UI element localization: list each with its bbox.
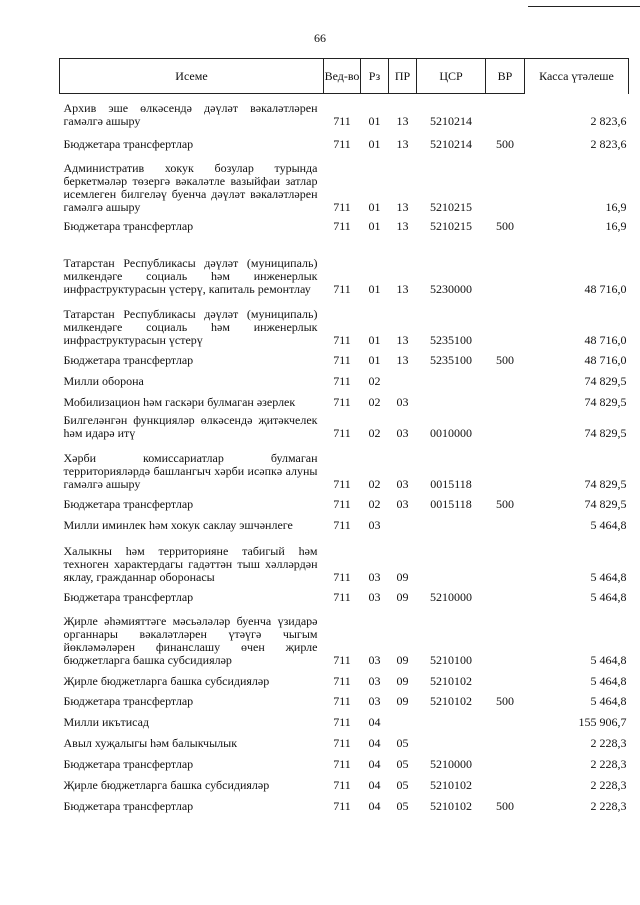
cell-ved: 711	[333, 756, 351, 771]
cell-rz: 02	[368, 496, 381, 511]
table-row	[60, 491, 629, 511]
cell-vr	[486, 729, 525, 750]
cell-ved: 711	[333, 218, 351, 233]
cell-vr	[486, 409, 525, 440]
cell-amount: 2 823,6	[590, 136, 627, 151]
cell-vr	[486, 532, 525, 584]
cell-name: Хәрби комиссариатлар булмаган территорияләрдә башлангыч хәрби исәпкә алуны гамәлгә ашыру	[63, 450, 318, 491]
cell-vr	[486, 296, 525, 347]
cell-csr: 5210102	[430, 798, 472, 813]
header-vr: ВР	[486, 59, 525, 94]
cell-vr	[486, 667, 525, 688]
table-row	[60, 409, 629, 440]
cell-csr: 5210102	[430, 777, 472, 792]
cell-pr: 09	[396, 652, 409, 667]
cell-csr	[417, 388, 486, 409]
cell-csr: 5235100	[430, 332, 472, 347]
cell-csr	[417, 367, 486, 388]
cell-pr: 03	[396, 425, 409, 440]
cell-name: Бюджетара трансфертлар	[63, 352, 194, 367]
header-csr: ЦСР	[417, 59, 486, 94]
cell-ved: 711	[333, 693, 351, 708]
cell-amount: 155 906,7	[578, 714, 627, 729]
table-row	[60, 347, 629, 367]
cell-ved: 711	[333, 332, 351, 347]
cell-pr: 13	[396, 113, 409, 128]
cell-amount: 16,9	[605, 218, 627, 233]
table-row	[60, 511, 629, 532]
cell-vr	[486, 388, 525, 409]
cell-csr: 5210214	[430, 113, 472, 128]
cell-csr: 5210000	[430, 589, 472, 604]
cell-csr	[417, 708, 486, 729]
cell-pr: 13	[396, 332, 409, 347]
cell-amount: 74 829,5	[584, 425, 627, 440]
cell-name: Архив эше өлкәсендә дәүләт вәкаләтләрен гамәлгә ашыру	[63, 100, 318, 128]
cell-amount: 74 829,5	[584, 476, 627, 491]
cell-name: Мобилизацион һәм гаскәри булмаган әзерлек	[63, 394, 296, 409]
cell-csr: 5230000	[430, 281, 472, 296]
cell-ved: 711	[333, 394, 351, 409]
header-name: Исеме	[60, 59, 324, 94]
cell-csr: 5210100	[430, 652, 472, 667]
cell-name: Бюджетара трансфертлар	[63, 589, 194, 604]
page-number: 66	[314, 31, 326, 45]
cell-csr: 0010000	[430, 425, 472, 440]
table-row	[60, 233, 629, 296]
table-row	[60, 128, 629, 151]
cell-amount: 5 464,8	[590, 673, 627, 688]
cell-name: Милли оборона	[63, 373, 144, 388]
cell-pr: 05	[396, 756, 409, 771]
cell-ved: 711	[333, 735, 351, 750]
table-body	[60, 94, 629, 813]
cell-ved: 711	[333, 113, 351, 128]
cell-amount: 74 829,5	[584, 394, 627, 409]
cell-name: Бюджетара трансфертлар	[63, 218, 194, 233]
cell-csr: 5210214	[430, 136, 472, 151]
cell-name: Җирле әһәмияттәге мәсьәләләр буенча үзидарә органнары вәкаләтләрен үтәүгә чыгым йөкләмәләрен финанслашу өчен җирле бюджетларга башка субсидияләр	[63, 613, 318, 667]
table-row	[60, 296, 629, 347]
table-row	[60, 151, 629, 214]
cell-name: Билгеләнгән функцияләр өлкәсендә җитәкчелек һәм идарә итү	[63, 412, 318, 440]
cell-csr: 5210000	[430, 756, 472, 771]
cell-pr: 13	[396, 352, 409, 367]
cell-rz: 02	[368, 373, 381, 388]
cell-name: Милли икътисад	[63, 714, 150, 729]
cell-name: Бюджетара трансфертлар	[63, 798, 194, 813]
cell-csr: 5210102	[430, 673, 472, 688]
cell-ved: 711	[333, 281, 351, 296]
cell-amount: 2 228,3	[590, 735, 627, 750]
cell-amount: 48 716,0	[584, 352, 627, 367]
cell-vr	[486, 151, 525, 214]
cell-amount: 48 716,0	[584, 332, 627, 347]
cell-ved: 711	[333, 569, 351, 584]
cell-pr: 09	[396, 673, 409, 688]
cell-pr: 13	[396, 136, 409, 151]
cell-amount: 5 464,8	[590, 569, 627, 584]
cell-rz: 03	[368, 589, 381, 604]
cell-name: Авыл хуҗалыгы һәм балыкчылык	[63, 735, 238, 750]
table-row	[60, 94, 629, 128]
cell-csr	[417, 532, 486, 584]
cell-ved: 711	[333, 517, 351, 532]
cell-pr: 13	[396, 218, 409, 233]
cell-pr: 09	[396, 589, 409, 604]
cell-name: Бюджетара трансфертлар	[63, 136, 194, 151]
header-rz: Рз	[361, 59, 389, 94]
cell-amount: 5 464,8	[590, 652, 627, 667]
cell-rz: 03	[368, 569, 381, 584]
cell-rz: 01	[368, 281, 381, 296]
cell-name: Татарстан Республикасы дәүләт (муниципаль) милкендәге социаль һәм инженерлык инфраструктурасын үстерү	[63, 306, 318, 347]
header-ved: Вед-во	[324, 59, 361, 94]
cell-ved: 711	[333, 798, 351, 813]
cell-vr	[486, 771, 525, 792]
cell-csr: 5210215	[430, 218, 472, 233]
cell-ved: 711	[333, 589, 351, 604]
cell-amount: 48 716,0	[584, 281, 627, 296]
cell-amount: 16,9	[605, 199, 627, 214]
cell-vr: 500	[496, 496, 514, 511]
cell-name: Бюджетара трансфертлар	[63, 756, 194, 771]
cell-vr	[486, 367, 525, 388]
table-row	[60, 584, 629, 604]
table-row	[60, 708, 629, 729]
table-header-row	[60, 59, 629, 94]
cell-amount: 2 823,6	[590, 113, 627, 128]
cell-rz: 03	[368, 693, 381, 708]
cell-rz: 01	[368, 218, 381, 233]
cell-csr: 5210215	[430, 199, 472, 214]
table-row	[60, 667, 629, 688]
cell-pr: 13	[396, 281, 409, 296]
cell-ved: 711	[333, 352, 351, 367]
cell-pr: 05	[396, 798, 409, 813]
cell-ved: 711	[333, 714, 351, 729]
table-row	[60, 367, 629, 388]
cell-rz: 01	[368, 352, 381, 367]
cell-rz: 01	[368, 136, 381, 151]
cell-amount: 5 464,8	[590, 589, 627, 604]
table-row	[60, 440, 629, 491]
cell-rz: 02	[368, 476, 381, 491]
budget-table-container	[59, 58, 628, 813]
cell-amount: 5 464,8	[590, 693, 627, 708]
table-row	[60, 604, 629, 667]
cell-amount: 74 829,5	[584, 373, 627, 388]
cell-vr	[486, 604, 525, 667]
cell-pr: 05	[396, 777, 409, 792]
table-row	[60, 532, 629, 584]
cell-ved: 711	[333, 673, 351, 688]
cell-rz: 03	[368, 652, 381, 667]
cell-rz: 04	[368, 735, 381, 750]
table-row	[60, 750, 629, 771]
cell-csr: 0015118	[430, 476, 472, 491]
cell-name: Бюджетара трансфертлар	[63, 496, 194, 511]
table-row	[60, 729, 629, 750]
cell-vr	[486, 750, 525, 771]
cell-amount: 2 228,3	[590, 798, 627, 813]
cell-name: Административ хокук бозулар турында беркетмәләр төзергә вәкаләтле вазыйфаи затлар исемлеген билгеләү буенча дәүләт вәкаләтләрен гамәлгә ашыру	[63, 160, 318, 214]
cell-rz: 03	[368, 673, 381, 688]
table-row	[60, 214, 629, 233]
cell-rz: 02	[368, 394, 381, 409]
cell-ved: 711	[333, 652, 351, 667]
cell-pr: 03	[396, 496, 409, 511]
cell-csr: 5235100	[430, 352, 472, 367]
cell-pr	[389, 511, 417, 532]
cell-rz: 04	[368, 798, 381, 813]
cell-rz: 04	[368, 756, 381, 771]
cell-vr: 500	[496, 693, 514, 708]
table-row	[60, 792, 629, 813]
cell-name: Җирле бюджетларга башка субсидияләр	[63, 673, 270, 688]
cell-name: Бюджетара трансфертлар	[63, 693, 194, 708]
cell-pr: 05	[396, 735, 409, 750]
cell-pr	[389, 708, 417, 729]
table-row	[60, 388, 629, 409]
cell-name: Җирле бюджетларга башка субсидияләр	[63, 777, 270, 792]
cell-csr	[417, 729, 486, 750]
cell-ved: 711	[333, 425, 351, 440]
cell-name: Халыкны һәм территорияне табигый һәм техноген характердагы гадәттән тыш хәлләрдән яклау, гражданнар оборонасы	[63, 543, 318, 584]
budget-table	[59, 58, 629, 813]
cell-rz: 01	[368, 113, 381, 128]
cell-ved: 711	[333, 199, 351, 214]
cell-vr	[486, 511, 525, 532]
cell-pr: 03	[396, 476, 409, 491]
cell-name: Татарстан Республикасы дәүләт (муниципаль) милкендәге социаль һәм инженерлык инфраструктурасын үстерү, капиталь ремонтлау	[63, 255, 318, 296]
cell-amount: 74 829,5	[584, 496, 627, 511]
cell-pr: 13	[396, 199, 409, 214]
cell-ved: 711	[333, 476, 351, 491]
cell-vr	[486, 440, 525, 491]
cell-name: Милли иминлек һәм хокук саклау эшчәнлеге	[63, 517, 293, 532]
cell-pr	[389, 367, 417, 388]
top-rule	[528, 6, 640, 7]
cell-ved: 711	[333, 496, 351, 511]
cell-pr: 03	[396, 394, 409, 409]
cell-csr	[417, 511, 486, 532]
cell-rz: 04	[368, 714, 381, 729]
cell-vr: 500	[496, 352, 514, 367]
cell-vr	[486, 94, 525, 128]
cell-rz: 04	[368, 777, 381, 792]
cell-ved: 711	[333, 136, 351, 151]
cell-vr	[486, 708, 525, 729]
cell-csr: 5210102	[430, 693, 472, 708]
cell-vr	[486, 233, 525, 296]
cell-vr: 500	[496, 798, 514, 813]
cell-rz: 01	[368, 199, 381, 214]
cell-pr: 09	[396, 693, 409, 708]
cell-amount: 2 228,3	[590, 777, 627, 792]
cell-pr: 09	[396, 569, 409, 584]
cell-csr: 0015118	[430, 496, 472, 511]
header-pr: ПР	[389, 59, 417, 94]
header-kassa: Касса үтәлеше	[525, 59, 629, 94]
cell-ved: 711	[333, 373, 351, 388]
cell-rz: 01	[368, 332, 381, 347]
cell-rz: 02	[368, 425, 381, 440]
cell-rz: 03	[368, 517, 381, 532]
cell-amount: 5 464,8	[590, 517, 627, 532]
table-row	[60, 688, 629, 708]
cell-vr	[486, 584, 525, 604]
table-row	[60, 771, 629, 792]
cell-amount: 2 228,3	[590, 756, 627, 771]
cell-ved: 711	[333, 777, 351, 792]
cell-vr: 500	[496, 136, 514, 151]
cell-vr: 500	[496, 218, 514, 233]
